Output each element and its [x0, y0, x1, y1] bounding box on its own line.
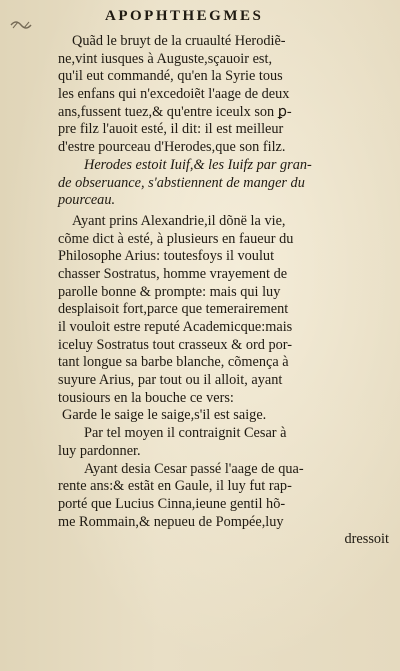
- text-line: Herodes estoit Iuif,& les Iuifz par gran-: [84, 156, 312, 173]
- text-line: ne,vint iusques à Auguste,sçauoir est,: [58, 50, 273, 67]
- text-line: Quãd le bruyt de la cruaulté Herodiẽ-: [72, 33, 286, 49]
- text-line: porté que Lucius Cinna,ieune gentil hõ-: [58, 495, 286, 512]
- text-line: chasser Sostratus, homme vrayement de: [58, 265, 288, 282]
- text-line: tousiours en la bouche ce vers:: [58, 389, 234, 406]
- text-line: pre filz l'auoit esté, il dit: il est meilleur: [58, 121, 284, 138]
- catchword: dressoit: [344, 531, 389, 548]
- printer-ornament-icon: [10, 18, 32, 32]
- text-line: Philosophe Arius: toutesfoys il voulut: [58, 248, 275, 265]
- text-line: les enfans qui n'excedoiẽt l'aage de deux: [58, 86, 290, 103]
- text-line: pourceau.: [58, 192, 116, 209]
- page-body-text: [58, 33, 393, 549]
- text-line: rente ans:& estãt en Gaule, il luy fut rap-: [58, 478, 292, 495]
- text-line: Par tel moyen il contraignit Cesar à: [84, 425, 287, 442]
- text-line: Ayant prins Alexandrie,il dõnë la vie,: [72, 212, 286, 229]
- text-line: tant longue sa barbe blanche, cõmença à: [58, 354, 289, 371]
- text-line: de obseruance, s'abstiennent de manger du: [58, 174, 305, 191]
- text-line: parolle bonne & prompte: mais qui luy: [58, 283, 281, 300]
- text-line: me Rommain,& nepueu de Pompée,luy: [58, 513, 284, 530]
- text-line: cõme dict à esté, à plusieurs en faueur du: [58, 230, 294, 247]
- text-line: ans,fussent tuez,& qu'entre iceulx son ꝑ-: [58, 103, 292, 120]
- text-line: suyure Arius, par tout ou il alloit, ayant: [58, 372, 283, 389]
- text-line: d'estre pourceau d'Herodes,que son filz.: [58, 139, 286, 156]
- text-line: luy pardonner.: [58, 442, 141, 459]
- running-title: APOPHTHEGMES: [105, 8, 264, 24]
- text-line: Ayant desia Cesar passé l'aage de qua-: [84, 460, 304, 477]
- text-line: Garde le saige le saige,s'il est saige.: [62, 407, 267, 424]
- text-line: desplaisoit fort,parce que temerairement: [58, 301, 289, 318]
- text-line: qu'il eut commandé, qu'en la Syrie tous: [58, 68, 283, 85]
- text-line: iceluy Sostratus tout crasseux & ord por-: [58, 336, 292, 353]
- text-line: il vouloit estre reputé Academicque:mais: [58, 319, 293, 335]
